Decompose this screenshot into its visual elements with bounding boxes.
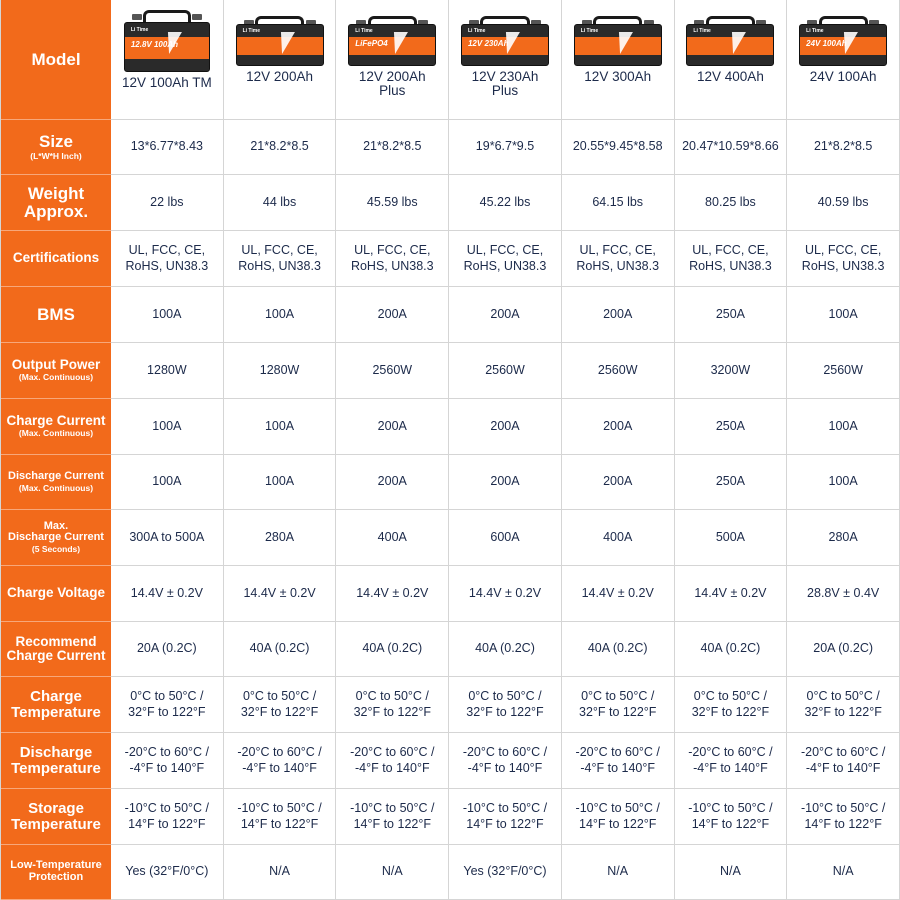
max-discharge-value: 280A: [787, 510, 900, 566]
weight-value: 64.15 lbs: [562, 175, 675, 231]
battery-terminal: [192, 14, 202, 20]
low-temp-value: Yes (32°F/0°C): [449, 845, 562, 900]
max-discharge-value: 300A to 500A: [111, 510, 224, 566]
storage-temp-value: -10°C to 50°C / 14°F to 122°F: [336, 789, 449, 845]
battery-brand-logo: Li Time: [580, 28, 599, 35]
row-label-bms: [1, 287, 111, 343]
model-header-cell: [449, 0, 562, 120]
storage-temp-value: -10°C to 50°C / 14°F to 122°F: [224, 789, 337, 845]
row-label-low-temp: [1, 845, 111, 900]
bms-value: 250A: [675, 287, 788, 343]
certifications-value: UL, FCC, CE, RoHS, UN38.3: [675, 231, 788, 287]
row-label-subtext: (Max. Continuous): [18, 372, 94, 383]
row-label-output-power: [1, 343, 111, 399]
charge-voltage-value: 28.8V ± 0.4V: [787, 566, 900, 622]
recommend-charge-value: 40A (0.2C): [336, 622, 449, 677]
weight-value: 45.59 lbs: [336, 175, 449, 231]
certifications-value: UL, FCC, CE, RoHS, UN38.3: [787, 231, 900, 287]
row-label-text: Charge Voltage: [6, 585, 106, 601]
weight-value: 22 lbs: [111, 175, 224, 231]
weight-value: 40.59 lbs: [787, 175, 900, 231]
row-label-text: Charge Current: [6, 413, 106, 429]
charge-current-value: 200A: [336, 399, 449, 455]
charge-temp-value: 0°C to 50°C / 32°F to 122°F: [787, 677, 900, 733]
size-value: 20.47*10.59*8.66: [675, 120, 788, 175]
discharge-temp-value: -20°C to 60°C / -4°F to 140°F: [787, 733, 900, 789]
battery-image: [461, 16, 549, 66]
battery-brand-logo: Li Time: [130, 26, 149, 33]
certifications-value: UL, FCC, CE, RoHS, UN38.3: [224, 231, 337, 287]
model-name: 12V 200Ah Plus: [358, 69, 426, 98]
charge-voltage-value: 14.4V ± 0.2V: [336, 566, 449, 622]
battery-brand-logo: Li Time: [467, 28, 486, 35]
low-temp-value: N/A: [562, 845, 675, 900]
charge-current-value: 100A: [224, 399, 337, 455]
discharge-current-value: 200A: [336, 455, 449, 510]
charge-temp-value: 0°C to 50°C / 32°F to 122°F: [675, 677, 788, 733]
discharge-temp-value: -20°C to 60°C / -4°F to 140°F: [111, 733, 224, 789]
certifications-value: UL, FCC, CE, RoHS, UN38.3: [562, 231, 675, 287]
bms-value: 100A: [111, 287, 224, 343]
charge-temp-value: 0°C to 50°C / 32°F to 122°F: [449, 677, 562, 733]
bms-value: 200A: [562, 287, 675, 343]
row-label-storage-temp: [1, 789, 111, 845]
row-label-text: Discharge Temperature: [11, 743, 101, 777]
charge-voltage-value: 14.4V ± 0.2V: [449, 566, 562, 622]
row-label-size: [1, 120, 111, 175]
model-name: 24V 100Ah: [809, 69, 877, 84]
model-name: 12V 200Ah: [246, 69, 313, 84]
model-header-cell: [336, 0, 449, 120]
battery-brand-logo: Li Time: [355, 28, 373, 35]
charge-current-value: 100A: [111, 399, 224, 455]
max-discharge-value: 600A: [449, 510, 562, 566]
battery-terminal: [132, 14, 142, 20]
row-label-certifications: [1, 231, 111, 287]
recommend-charge-value: 20A (0.2C): [787, 622, 900, 677]
battery-brand-logo: Li Time: [693, 28, 711, 35]
row-label-model: [1, 0, 111, 120]
output-power-value: 1280W: [111, 343, 224, 399]
output-power-value: 2560W: [336, 343, 449, 399]
bms-value: 100A: [224, 287, 337, 343]
row-label-subtext: (L*W*H Inch): [30, 150, 82, 161]
size-value: 13*6.77*8.43: [111, 120, 224, 175]
row-label-charge-temp: [1, 677, 111, 733]
charge-temp-value: 0°C to 50°C / 32°F to 122°F: [562, 677, 675, 733]
row-label-discharge-temp: [1, 733, 111, 789]
bms-value: 200A: [336, 287, 449, 343]
row-label-subtext: (5 Seconds): [31, 543, 81, 554]
storage-temp-value: -10°C to 50°C / 14°F to 122°F: [675, 789, 788, 845]
battery-image: [686, 16, 774, 66]
row-label-text: Discharge Current: [8, 470, 104, 483]
row-label-charge-current: [1, 399, 111, 455]
discharge-current-value: 200A: [449, 455, 562, 510]
size-value: 21*8.2*8.5: [336, 120, 449, 175]
charge-current-value: 200A: [449, 399, 562, 455]
row-label-charge-voltage: [1, 566, 111, 622]
battery-label-text: LiFePO4: [355, 39, 388, 49]
model-header-cell: [675, 0, 788, 120]
battery-image: [799, 16, 887, 66]
max-discharge-value: 400A: [562, 510, 675, 566]
charge-current-value: 200A: [562, 399, 675, 455]
charge-voltage-value: 14.4V ± 0.2V: [675, 566, 788, 622]
battery-body: [236, 24, 324, 66]
discharge-temp-value: -20°C to 60°C / -4°F to 140°F: [449, 733, 562, 789]
bms-value: 200A: [449, 287, 562, 343]
row-label-text: BMS: [37, 304, 75, 324]
weight-value: 45.22 lbs: [449, 175, 562, 231]
battery-body: [574, 24, 662, 66]
battery-image: [348, 16, 436, 66]
certifications-value: UL, FCC, CE, RoHS, UN38.3: [336, 231, 449, 287]
weight-value: 80.25 lbs: [675, 175, 788, 231]
recommend-charge-value: 20A (0.2C): [111, 622, 224, 677]
discharge-current-value: 100A: [787, 455, 900, 510]
row-label-text: Size: [38, 131, 74, 151]
storage-temp-value: -10°C to 50°C / 14°F to 122°F: [449, 789, 562, 845]
battery-image: [124, 10, 210, 72]
discharge-current-value: 100A: [111, 455, 224, 510]
row-label-weight: [1, 175, 111, 231]
row-label-text: Max. Discharge Current: [8, 519, 104, 544]
low-temp-value: N/A: [787, 845, 900, 900]
output-power-value: 2560W: [562, 343, 675, 399]
battery-image: [574, 16, 662, 66]
model-name: 12V 230Ah Plus: [471, 69, 539, 98]
row-label-discharge-current: [1, 455, 111, 510]
certifications-value: UL, FCC, CE, RoHS, UN38.3: [111, 231, 224, 287]
charge-voltage-value: 14.4V ± 0.2V: [562, 566, 675, 622]
storage-temp-value: -10°C to 50°C / 14°F to 122°F: [111, 789, 224, 845]
battery-body: [799, 24, 887, 66]
recommend-charge-value: 40A (0.2C): [449, 622, 562, 677]
row-label-text: Charge Temperature: [11, 687, 101, 721]
discharge-temp-value: -20°C to 60°C / -4°F to 140°F: [562, 733, 675, 789]
size-value: 20.55*9.45*8.58: [562, 120, 675, 175]
model-header-cell: [787, 0, 900, 120]
size-value: 21*8.2*8.5: [787, 120, 900, 175]
low-temp-value: N/A: [675, 845, 788, 900]
charge-temp-value: 0°C to 50°C / 32°F to 122°F: [111, 677, 224, 733]
recommend-charge-value: 40A (0.2C): [675, 622, 788, 677]
row-label-recommend-charge: [1, 622, 111, 677]
discharge-temp-value: -20°C to 60°C / -4°F to 140°F: [336, 733, 449, 789]
discharge-current-value: 100A: [224, 455, 337, 510]
row-label-text: Recommend Charge Current: [6, 633, 106, 663]
low-temp-value: Yes (32°F/0°C): [111, 845, 224, 900]
charge-current-value: 100A: [787, 399, 900, 455]
storage-temp-value: -10°C to 50°C / 14°F to 122°F: [562, 789, 675, 845]
discharge-temp-value: -20°C to 60°C / -4°F to 140°F: [675, 733, 788, 789]
model-header-cell: [224, 0, 337, 120]
output-power-value: 2560W: [449, 343, 562, 399]
row-label-text: Model: [31, 49, 81, 69]
row-label-text: Certifications: [12, 250, 100, 266]
battery-body: [348, 24, 436, 66]
charge-temp-value: 0°C to 50°C / 32°F to 122°F: [336, 677, 449, 733]
max-discharge-value: 500A: [675, 510, 788, 566]
battery-body: [686, 24, 774, 66]
model-header-cell: [562, 0, 675, 120]
recommend-charge-value: 40A (0.2C): [562, 622, 675, 677]
max-discharge-value: 280A: [224, 510, 337, 566]
battery-label-text: 12.8V 100Ah: [130, 40, 178, 50]
row-label-text: Weight Approx.: [23, 183, 89, 221]
row-label-subtext: (Max. Continuous): [18, 428, 94, 439]
max-discharge-value: 400A: [336, 510, 449, 566]
low-temp-value: N/A: [224, 845, 337, 900]
row-label-text: Storage Temperature: [11, 799, 101, 833]
battery-brand-logo: Li Time: [806, 28, 824, 35]
output-power-value: 1280W: [224, 343, 337, 399]
charge-voltage-value: 14.4V ± 0.2V: [111, 566, 224, 622]
model-header-cell: [111, 0, 224, 120]
battery-label-text: 24V 100Ah: [806, 39, 847, 49]
row-label-text: Output Power: [11, 357, 101, 373]
output-power-value: 2560W: [787, 343, 900, 399]
model-name: 12V 400Ah: [697, 69, 764, 84]
weight-value: 44 lbs: [224, 175, 337, 231]
discharge-current-value: 250A: [675, 455, 788, 510]
discharge-current-value: 200A: [562, 455, 675, 510]
row-label-text: Low-Temperature Protection: [10, 859, 102, 883]
storage-temp-value: -10°C to 50°C / 14°F to 122°F: [787, 789, 900, 845]
battery-image: [236, 16, 324, 66]
recommend-charge-value: 40A (0.2C): [224, 622, 337, 677]
low-temp-value: N/A: [336, 845, 449, 900]
charge-current-value: 250A: [675, 399, 788, 455]
output-power-value: 3200W: [675, 343, 788, 399]
charge-temp-value: 0°C to 50°C / 32°F to 122°F: [224, 677, 337, 733]
discharge-temp-value: -20°C to 60°C / -4°F to 140°F: [224, 733, 337, 789]
charge-voltage-value: 14.4V ± 0.2V: [224, 566, 337, 622]
bms-value: 100A: [787, 287, 900, 343]
model-name: 12V 100Ah TM: [121, 75, 212, 90]
row-label-subtext: (Max. Continuous): [18, 482, 94, 493]
model-name: 12V 300Ah: [584, 69, 652, 84]
battery-label-text: 12V 230Ah: [467, 39, 509, 49]
size-value: 21*8.2*8.5: [224, 120, 337, 175]
battery-body: [461, 24, 549, 66]
battery-body: [124, 22, 210, 72]
row-label-max-discharge: [1, 510, 111, 566]
battery-brand-logo: Li Time: [242, 28, 260, 35]
certifications-value: UL, FCC, CE, RoHS, UN38.3: [449, 231, 562, 287]
size-value: 19*6.7*9.5: [449, 120, 562, 175]
